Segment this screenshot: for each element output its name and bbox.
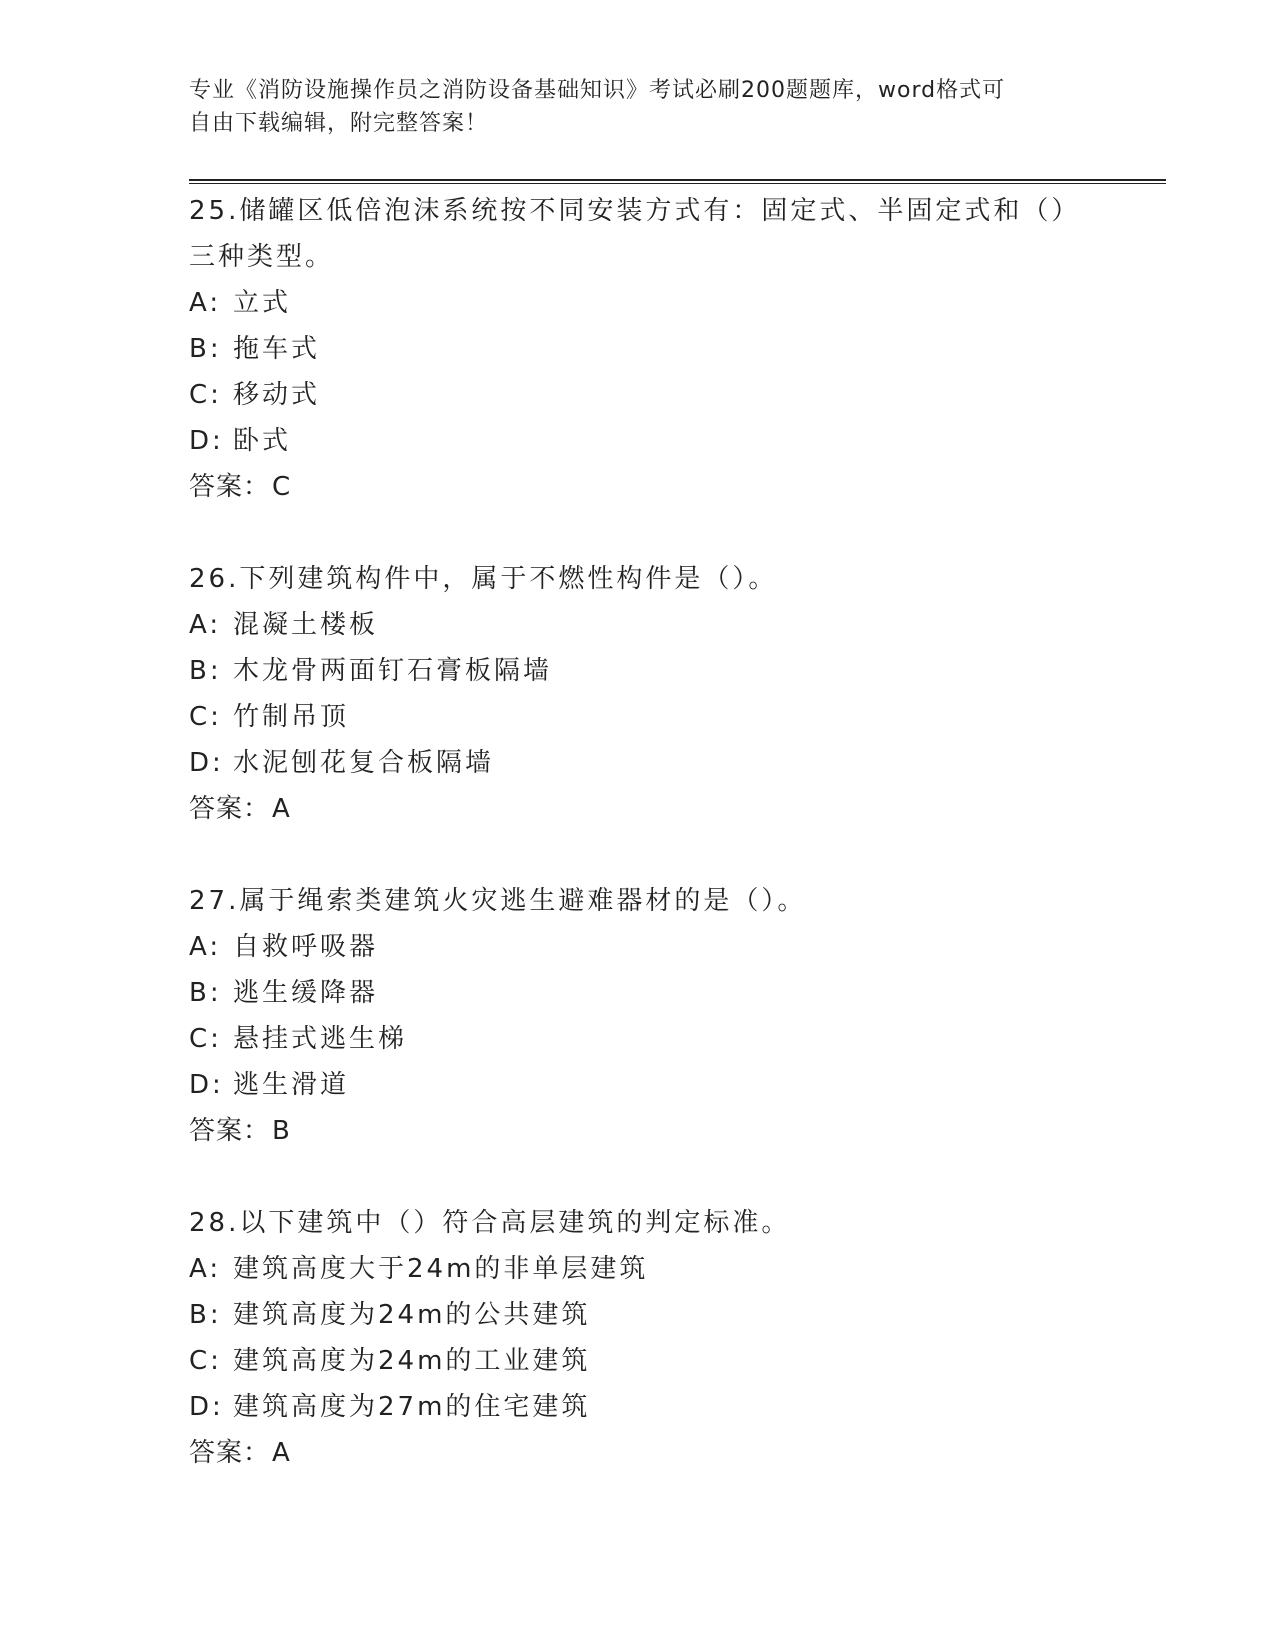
question-stem-continued: 三种类型。 (189, 242, 335, 272)
answer-label: 答案： (189, 794, 271, 824)
question-27 (189, 878, 1089, 1154)
document-header (189, 74, 1089, 140)
question-stem: 28.以下建筑中（）符合高层建筑的判定标准。 (189, 1208, 791, 1238)
option-text: 混凝土楼板 (233, 610, 379, 640)
question-28 (189, 1200, 1089, 1476)
option-text: 移动式 (233, 380, 321, 410)
question-list (189, 188, 1089, 1522)
option-key: A: (189, 288, 222, 318)
option-text: 逃生缓降器 (233, 978, 379, 1008)
option-key: A: (189, 932, 222, 962)
answer-value: A (272, 1438, 291, 1468)
answer-value: B (272, 1116, 291, 1146)
option-c (189, 372, 1089, 418)
option-text: 建筑高度为24m的公共建筑 (233, 1300, 591, 1330)
header-line-1: 专业《消防设施操作员之消防设备基础知识》考试必刷200题题库，word格式可 (189, 78, 1006, 103)
option-b (189, 326, 1089, 372)
answer-line (189, 786, 1089, 832)
option-text: 水泥刨花复合板隔墙 (233, 748, 495, 778)
question-25 (189, 188, 1089, 510)
answer-line (189, 1430, 1089, 1476)
header-divider-thin (189, 183, 1166, 184)
answer-label: 答案： (189, 1438, 271, 1468)
option-d (189, 1062, 1089, 1108)
option-key: C: (189, 702, 222, 732)
option-text: 拖车式 (233, 334, 321, 364)
option-key: A: (189, 610, 222, 640)
option-key: B: (189, 978, 222, 1008)
option-text: 逃生滑道 (233, 1070, 350, 1100)
answer-label: 答案： (189, 1116, 271, 1146)
answer-line (189, 1108, 1089, 1154)
option-key: B: (189, 334, 222, 364)
option-key: C: (189, 380, 222, 410)
option-c (189, 694, 1089, 740)
option-text: 木龙骨两面钉石膏板隔墙 (233, 656, 553, 686)
option-a (189, 1246, 1089, 1292)
question-stem: 27.属于绳索类建筑火灾逃生避难器材的是（）。 (189, 886, 807, 916)
option-key: B: (189, 1300, 222, 1330)
option-text: 自救呼吸器 (233, 932, 379, 962)
option-text: 卧式 (233, 426, 292, 456)
option-d (189, 740, 1089, 786)
option-key: D: (189, 426, 224, 456)
option-a (189, 924, 1089, 970)
question-stem: 26.下列建筑构件中，属于不燃性构件是（）。 (189, 564, 778, 594)
option-text: 建筑高度大于24m的非单层建筑 (233, 1254, 649, 1284)
option-key: C: (189, 1346, 222, 1376)
option-c (189, 1338, 1089, 1384)
option-key: A: (189, 1254, 222, 1284)
option-d (189, 1384, 1089, 1430)
answer-value: A (272, 794, 291, 824)
option-key: D: (189, 748, 224, 778)
option-d (189, 418, 1089, 464)
option-b (189, 1292, 1089, 1338)
answer-line (189, 464, 1089, 510)
option-text: 建筑高度为27m的住宅建筑 (233, 1392, 591, 1422)
option-c (189, 1016, 1089, 1062)
option-key: D: (189, 1070, 224, 1100)
option-text: 竹制吊顶 (233, 702, 350, 732)
header-divider-thick (189, 179, 1166, 181)
option-key: B: (189, 656, 222, 686)
option-b (189, 648, 1089, 694)
option-text: 悬挂式逃生梯 (233, 1024, 408, 1054)
question-26 (189, 556, 1089, 832)
answer-label: 答案： (189, 472, 271, 502)
option-key: C: (189, 1024, 222, 1054)
question-stem: 25.储罐区低倍泡沫系统按不同安装方式有：固定式、半固定式和（） (189, 196, 1081, 226)
option-b (189, 970, 1089, 1016)
answer-value: C (272, 472, 292, 502)
option-text: 立式 (233, 288, 292, 318)
option-key: D: (189, 1392, 224, 1422)
header-line-2: 自由下载编辑，附完整答案！ (189, 111, 489, 136)
option-a (189, 280, 1089, 326)
option-text: 建筑高度为24m的工业建筑 (233, 1346, 591, 1376)
option-a (189, 602, 1089, 648)
